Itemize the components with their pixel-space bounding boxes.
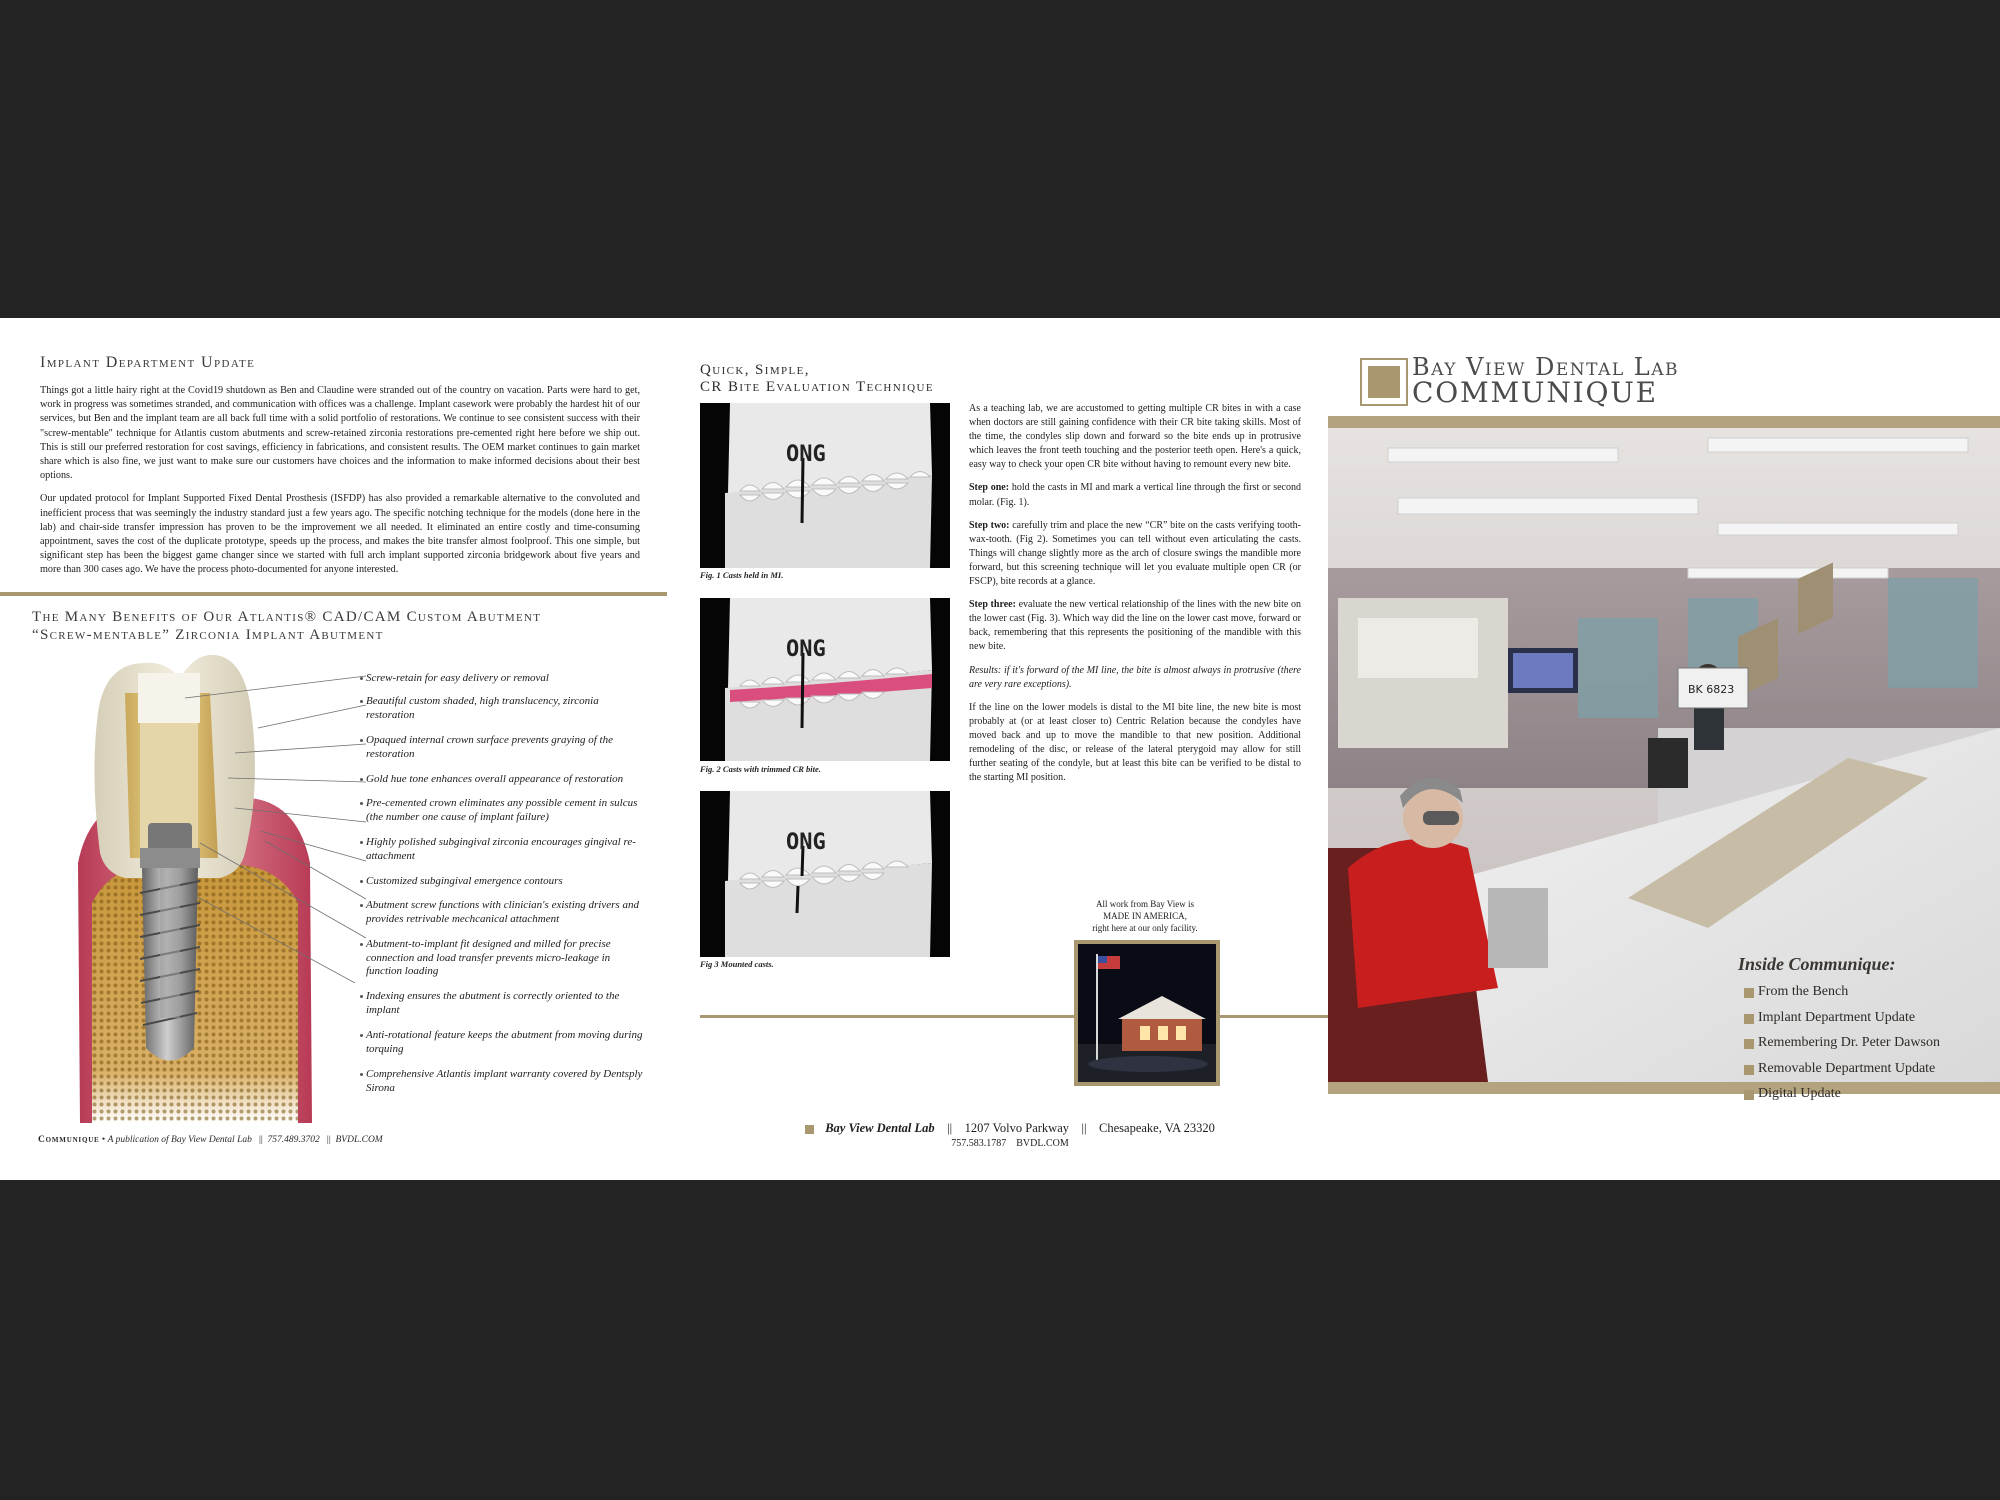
- panel2-divider-left: [700, 1015, 1074, 1018]
- inside-item: Remembering Dr. Peter Dawson: [1738, 1032, 1978, 1058]
- inside-item: Removable Department Update: [1738, 1058, 1978, 1084]
- benefit-item: Pre-cemented crown eliminates any possible cement in sulcus (the number one cause of implant failure): [366, 797, 646, 824]
- benefit-item: Gold hue tone enhances overall appearance of restoration: [366, 773, 646, 787]
- benefits-heading: [32, 608, 652, 644]
- benefit-item: Abutment-to-implant fit designed and milled for precise connection and load transfer prevents micro-leakage in function loading: [366, 938, 646, 979]
- panel2-divider-right: [1220, 1015, 1328, 1018]
- model-marking-text: ONG: [786, 442, 826, 467]
- cr-bite-title: [700, 362, 934, 396]
- panel3-top-bar: [1328, 416, 2000, 428]
- benefits-heading-line1: The Many Benefits of Our Atlantis® CAD/CAM Custom Abutment: [32, 609, 542, 625]
- masthead-communique: COMMUNIQUE: [1412, 376, 1658, 409]
- dental-casts-image: [700, 598, 950, 761]
- figure-3-photo: [700, 791, 950, 957]
- made-in-america-note: All work from Bay View is MADE IN AMERICA, right here at our only facility.: [1092, 899, 1198, 933]
- footer-publication: A publication of Bay View Dental Lab: [107, 1135, 252, 1145]
- footer-phone: 757.583.1787: [951, 1138, 1007, 1149]
- dental-casts-image: [700, 403, 950, 568]
- figure-3-caption: Fig 3 Mounted casts.: [700, 959, 774, 969]
- footer-city: Chesapeake, VA 23320: [1099, 1121, 1215, 1135]
- brochure-spread: [0, 318, 2000, 1180]
- figure-2-caption: Fig. 2 Casts with trimmed CR bite.: [700, 764, 821, 774]
- benefit-item: Screw-retain for easy delivery or removal: [366, 672, 646, 686]
- bullet-square-icon: [1744, 988, 1754, 998]
- benefit-item: Highly polished subgingival zirconia encourages gingival re-attachment: [366, 836, 646, 863]
- cr-bite-closing: If the line on the lower models is distal to the MI bite line, the new bite is most probably at (or at least closer to) Centric Relation because the condyles have moved back and up to move the mandible to that new position. Additional remodeling of the disc, or release of the lateral pterygoid may allow for still further seating of the condyle, but at least this bite can be verified to be distal to the starting MI position.: [969, 701, 1301, 784]
- benefit-item: Opaqued internal crown surface prevents graying of the restoration: [366, 734, 646, 761]
- footer-lab-name: Bay View Dental Lab: [825, 1121, 935, 1135]
- footer-brand: Communique: [38, 1135, 100, 1145]
- cr-bite-title-line2: CR Bite Evaluation Technique: [700, 379, 934, 395]
- implant-update-title: Implant Department Update: [40, 354, 256, 371]
- footer-website: BVDL.COM: [1016, 1138, 1069, 1149]
- figure-1-photo: [700, 403, 950, 568]
- step-one: Step one: hold the casts in MI and mark a vertical line through the first or second molar. (Fig. 1).: [969, 482, 1301, 508]
- bullet-square-icon: [1744, 1014, 1754, 1024]
- inside-item: Implant Department Update: [1738, 1007, 1978, 1033]
- implant-update-paragraph: Things got a little hairy right at the Covid19 shutdown as Ben and Claudine were stranded out of the country on vacation. Parts were hard to get, work in progress was sometimes stranded, and communication with offices was a challenge. Implant casework were probably the hardest hit of our services, but Ben and the implant team are all back full time with a solid portfolio of restorations. We continue to see consistent success with their "screw-mentable" technique for Atlantis custom abutments and screw-retained zirconia restorations pre-cemented right here before we ship out. This is still our preferred restoration for cost savings, efficiency in fabrications, and consistent results. The OEM market continues to gain market share which is also fine, we just want to make sure our customers have choices and the information to make informed decisions about their best options.: [40, 385, 640, 482]
- figure-2-photo: [700, 598, 950, 761]
- model-marking-text: ONG: [786, 830, 826, 855]
- case-box-label: BK 6823: [1688, 683, 1735, 696]
- panel1-footer: Communique • A publication of Bay View Dental Lab || 757.489.3702 || BVDL.COM: [38, 1135, 383, 1145]
- cr-bite-intro: As a teaching lab, we are accustomed to getting multiple CR bites in with a case when doctors are still gaining confidence with their CR bite taking skills. Most of the time, the condyles slip down and forward so the bite ends up in protrusive which leaves the front teeth touching and the posterior teeth open. Here's a quick, easy way to check your open CR bite without having to remount every new bite.: [969, 403, 1301, 471]
- model-marking-text: ONG: [786, 637, 826, 662]
- lab-logo-square: [1360, 358, 1408, 406]
- masthead-lab-name: Bay View Dental Lab: [1412, 353, 1679, 381]
- step-three: Step three: evaluate the new vertical relationship of the lines with the new bite on the lower cast (Fig. 3). Which way did the line on the lower cast move, forward or back, remembering that this represents the positioning of the mandible with this new bite.: [969, 599, 1302, 653]
- figure-1-caption: Fig. 1 Casts held in MI.: [700, 570, 784, 580]
- implant-update-body: [40, 384, 640, 587]
- inside-item: Digital Update: [1738, 1083, 1978, 1109]
- benefit-item: Abutment screw functions with clinician's existing drivers and provides retrivable mechcanical attachment: [366, 899, 646, 926]
- benefit-item: Indexing ensures the abutment is correctly oriented to the implant: [366, 990, 646, 1017]
- cr-bite-title-line1: Quick, Simple,: [700, 362, 810, 378]
- step-two: Step two: carefully trim and place the new “CR” bite on the casts verifying tooth-wax-tooth. (Fig 2). Sometimes you can tell without even articulating the casts. Things will change slightly more as the arch of closure swings the mandible more forward, but this screening technique will let you evaluate multiple open CR (or FSCP), bite records at a glance.: [969, 519, 1302, 588]
- cr-bite-body: [969, 402, 1301, 794]
- footer-address: 1207 Volvo Parkway: [964, 1121, 1070, 1135]
- results-note: Results: if it's forward of the MI line, the bite is almost always in protrusive (there are very rare exceptions).: [969, 664, 1301, 690]
- benefit-item: Beautiful custom shaded, high translucency, zirconia restoration: [366, 695, 646, 722]
- benefit-item: Customized subgingival emergence contours: [366, 875, 646, 889]
- panel2-footer: Bay View Dental Lab || 1207 Volvo Parkway || Chesapeake, VA 23320 757.583.1787 BVDL.COM: [770, 1121, 1250, 1149]
- masthead: [1412, 353, 1679, 409]
- footer-square-icon: [805, 1125, 814, 1134]
- implant-update-paragraph: Our updated protocol for Implant Supported Fixed Dental Prosthesis (ISFDP) has also provided a remarkable alternative to the convoluted and inefficient process that was seemingly the industry standard just a few years ago. The specific notching technique for the models (done here in the lab) and chair-side transfer impression has proven to be the improvement we all needed. It eliminated an entire costly and time-consuming appointment, saves the cost of the duplicate prototype, speeds up the process, and makes the bite transfer almost foolproof. This one simple, but significant step has been the biggest game changer since we started with full arch implant supported zirconia bridgework about five years and more than 300 cases ago. We have the process photo-documented for anyone interested.: [40, 493, 640, 576]
- bullet-square-icon: [1744, 1090, 1754, 1100]
- benefit-leader-lines: [180, 663, 370, 983]
- benefit-item: Anti-rotational feature keeps the abutment from moving during torquing: [366, 1029, 646, 1056]
- inside-item: From the Bench: [1738, 981, 1978, 1007]
- bullet-square-icon: [1744, 1039, 1754, 1049]
- benefit-item: Comprehensive Atlantis implant warranty covered by Dentsply Sirona: [366, 1068, 646, 1095]
- footer-phone: 757.489.3702: [267, 1135, 320, 1145]
- benefits-heading-line2: “Screw-mentable” Zirconia Implant Abutment: [32, 627, 384, 643]
- footer-website: BVDL.COM: [335, 1135, 383, 1145]
- inside-communique-title: Inside Communique:: [1738, 954, 1896, 974]
- bullet-square-icon: [1744, 1065, 1754, 1075]
- inside-communique-box: [1738, 954, 1978, 1109]
- dental-casts-image: [700, 791, 950, 957]
- lab-building-photo: [1074, 940, 1220, 1086]
- panel1-divider: [0, 592, 667, 596]
